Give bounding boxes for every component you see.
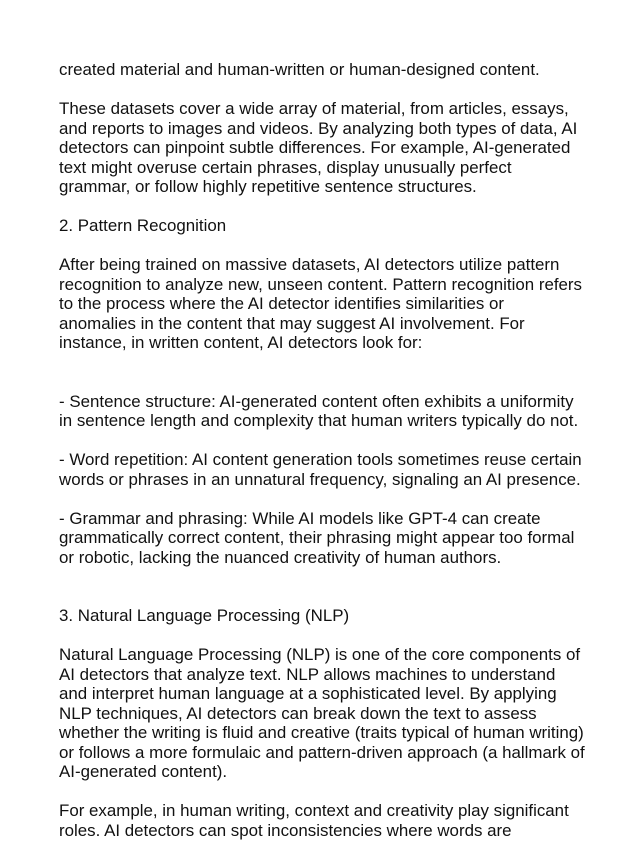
paragraph: After being trained on massive datasets, AI detectors utilize pattern recognition to analyze new, unseen content. Pattern recognition refers to the process where the AI detector identifies similarities or anomalies in the content that may suggest AI involvement. For instance, in written content, AI detectors look for: <box>59 255 582 352</box>
paragraph: Natural Language Processing (NLP) is one of the core components of AI detectors that analyze text. NLP allows machines to understand and interpret human language at a sophisticated level. By applying NLP techniques, AI detectors can break down the text to assess whether the writing is fluid and creative (traits typical of human writing) or follows a more formulaic and pattern-driven approach (a hallmark of AI-generated content). <box>59 645 585 781</box>
document-page <box>59 60 599 860</box>
bullet-list <box>59 372 599 587</box>
paragraph: created material and human-written or human-designed content. <box>59 60 540 79</box>
list-item: - Grammar and phrasing: While AI models like GPT-4 can create grammatically correct content, their phrasing might appear too formal or robotic, lacking the nuanced creativity of human authors. <box>59 508 575 567</box>
paragraph: For example, in human writing, context and creativity play significant roles. AI detectors can spot inconsistencies where words are <box>59 801 569 840</box>
list-item: - Word repetition: AI content generation tools sometimes reuse certain words or phrases in an unnatural frequency, signaling an AI presence. <box>59 450 582 489</box>
section-heading: 3. Natural Language Processing (NLP) <box>59 606 350 625</box>
paragraph: These datasets cover a wide array of material, from articles, essays, and reports to images and videos. By analyzing both types of data, AI detectors can pinpoint subtle differences. For example, AI-generated text might overuse certain phrases, display unusually perfect grammar, or follow highly repetitive sentence structures. <box>59 99 578 196</box>
list-item: - Sentence structure: AI-generated content often exhibits a uniformity in sentence length and complexity that human writers typically do not. <box>59 391 579 430</box>
section-heading: 2. Pattern Recognition <box>59 216 227 235</box>
